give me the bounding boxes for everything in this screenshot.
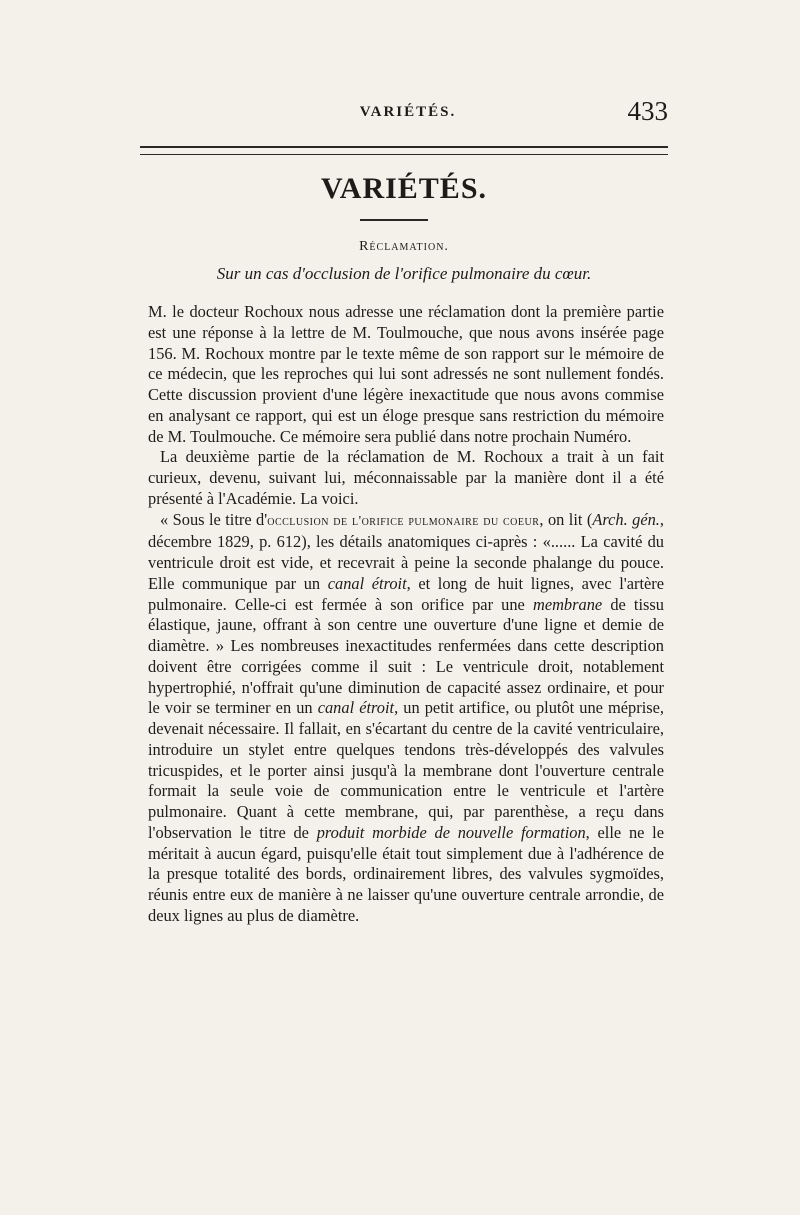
article-body bbox=[148, 302, 664, 927]
italic-term-4: produit morbide de nouvelle formation bbox=[316, 822, 586, 842]
paragraph-3-text-6: , un petit artifice, ou plutôt une méprise, devenait nécessaire. Il fallait, en s'écartant du centre de la cavité ventriculaire, introduire un stylet entre quelques tendons très-développés des valvules tricuspides, et le porter ainsi jusqu'à la membrane dont l'ouverture centrale formait la seule voie de communication entre le ventricule et l'artère pulmonaire. Quant à cette membrane, qui, par parenthèse, a reçu dans l'observation le titre de bbox=[148, 698, 664, 842]
paragraph-3-text-5: de tissu élastique, jaune, offrant à son centre une ouverture d'une ligne et demie de diamètre. » Les nombreuses inexactitudes renfermées dans cette description doivent être corrigées comme il suit : Le ventricule droit, notablement hypertrophié, n'offrait qu'une diminution de capacité assez ordinaire, et pour le voir se terminer en un bbox=[148, 594, 664, 718]
article-subtitle: Sur un cas d'occlusion de l'orifice pulmonaire du cœur. bbox=[216, 264, 592, 283]
italic-term-2: membrane bbox=[532, 594, 603, 614]
running-head-title: VARIÉTÉS. bbox=[359, 104, 457, 120]
article-category: Réclamation. bbox=[359, 239, 449, 254]
paragraph-3-text-1: « Sous le titre d' bbox=[160, 509, 268, 529]
italic-term-1: canal étroit bbox=[327, 573, 407, 593]
paragraph-3-text-2: , on lit ( bbox=[539, 509, 593, 529]
citation-italic: Arch. gén. bbox=[592, 509, 660, 529]
paragraph-1: M. le docteur Rochoux nous adresse une réclamation dont la première partie est une réponse à la lettre de M. Toulmouche, que nous avons insérée page 156. M. Rochoux montre par le texte même de son rapport sur le mémoire de ce médecin, que les reproches qui lui sont adressés ne sont nullement fondés. Cette discussion provient d'une légère inexactitude que nous avons commise en analysant ce rapport, qui est un éloge presque sans restriction du mémoire de M. Toulmouche. Ce mémoire sera publié dans notre prochain Numéro. bbox=[148, 302, 664, 446]
running-head bbox=[148, 96, 668, 136]
italic-term-3: canal étroit bbox=[317, 698, 395, 718]
paragraph-2: La deuxième partie de la réclamation de M. Rochoux a trait à un fait curieux, devenu, suivant lui, méconnaissable par la manière dont il a été présenté à l'Académie. La voici. bbox=[148, 447, 664, 508]
paragraph-3-text-3: , décembre 1829, p. 612), les détails anatomiques ci-après : «...... La cavité du ventricule droit est vide, et recevrait à peine la seconde phalange du pouce. Elle communique par un bbox=[148, 509, 665, 593]
section-title: VARIÉTÉS. bbox=[320, 172, 488, 205]
quoted-title-smallcaps: occlusion de l'orifice pulmonaire du coeur bbox=[267, 513, 540, 529]
header-double-rule bbox=[140, 146, 668, 155]
paragraph-3-text-7: , elle ne le méritait à aucun égard, puisqu'elle était tout simplement due à l'adhérence de la presque totalité des bords, ordinairement libres, des valvules sygmoïdes, réunis entre eux de manière à ne laisser qu'une ouverture centrale arrondie, de deux lignes au plus de diamètre. bbox=[148, 822, 664, 925]
paragraph-3-text-4: , et long de huit lignes, avec l'artère pulmonaire. Celle-ci est fermée à son orifice par une bbox=[148, 573, 665, 614]
title-separator-rule bbox=[360, 219, 428, 221]
paragraph-3 bbox=[148, 510, 664, 927]
page-number: 433 bbox=[627, 96, 668, 126]
